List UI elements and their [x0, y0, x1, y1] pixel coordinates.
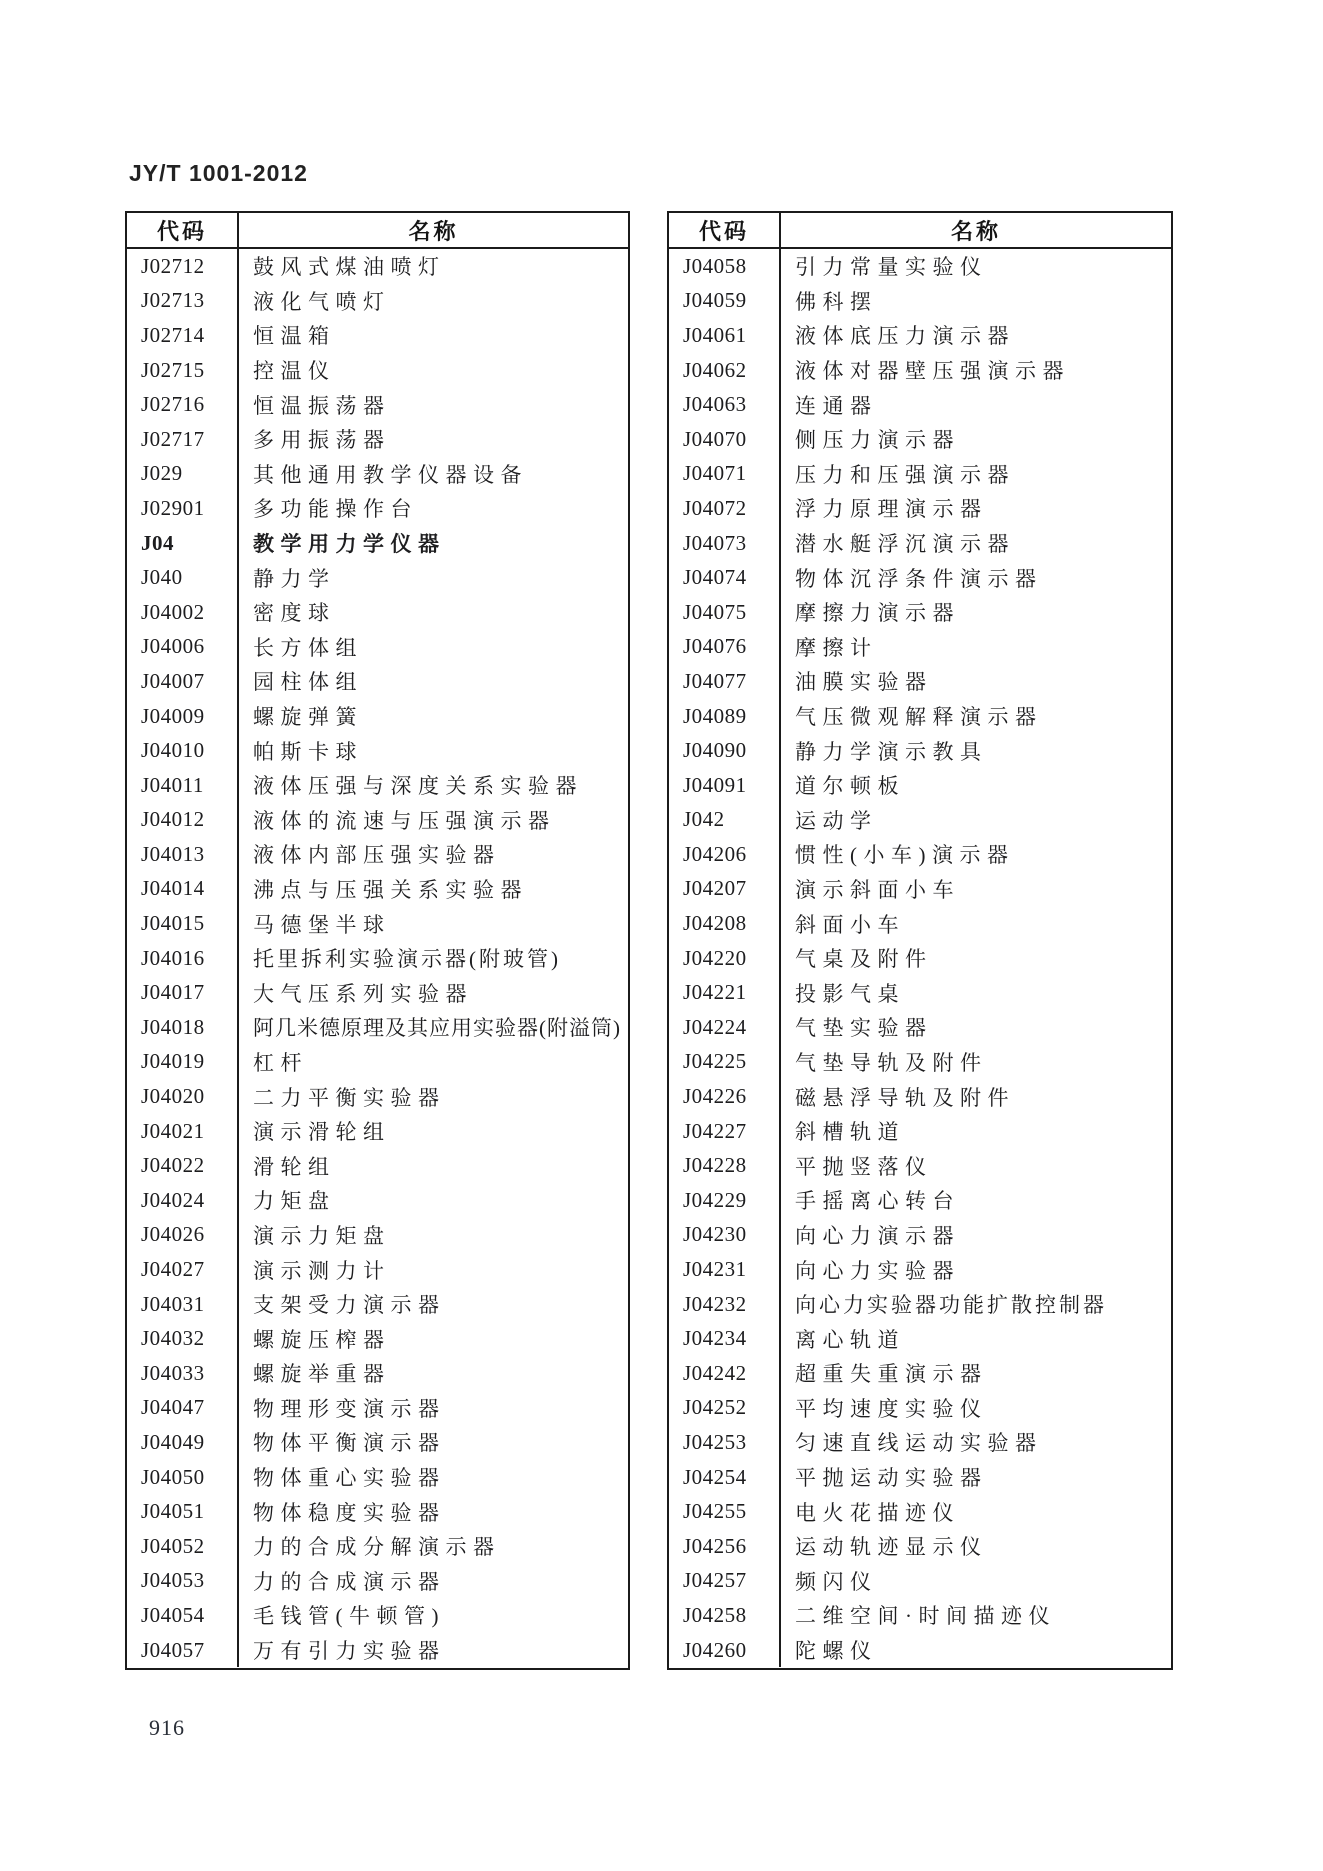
table-row	[669, 630, 1171, 665]
row-name: 杠杆	[253, 1050, 308, 1075]
row-code: J04022	[127, 1148, 239, 1183]
row-code: J04049	[127, 1425, 239, 1460]
row-code: J04011	[127, 768, 239, 803]
table-row	[127, 1045, 628, 1080]
row-name: 二力平衡实验器	[253, 1085, 446, 1110]
row-name: 长方体组	[253, 635, 363, 660]
table-row	[669, 699, 1171, 734]
row-code: J04002	[127, 595, 239, 630]
table-row	[669, 387, 1171, 422]
page-number: 916	[149, 1715, 185, 1740]
row-name: 多功能操作台	[253, 497, 418, 522]
row-code: J04062	[669, 353, 781, 388]
row-name: 力的合成分解演示器	[253, 1535, 501, 1560]
row-name: 匀速直线运动实验器	[795, 1431, 1043, 1456]
row-code: J04253	[669, 1425, 781, 1460]
row-name: 恒温箱	[253, 324, 336, 349]
table-row	[127, 249, 628, 284]
row-code: J04091	[669, 768, 781, 803]
row-name: 物体平衡演示器	[253, 1431, 446, 1456]
row-name: 演示斜面小车	[795, 877, 960, 902]
row-code: J04	[127, 526, 239, 561]
row-name: 力矩盘	[253, 1189, 336, 1214]
row-name: 液体对器壁压强演示器	[795, 359, 1070, 384]
row-name: 斜槽轨道	[795, 1120, 905, 1145]
table-row	[127, 664, 628, 699]
table-row	[127, 941, 628, 976]
table-row	[127, 1460, 628, 1495]
row-name: 毛钱管(牛顿管)	[253, 1604, 445, 1629]
row-name: 物体重心实验器	[253, 1466, 446, 1491]
row-code: J04231	[669, 1252, 781, 1287]
row-name: 陀螺仪	[795, 1639, 878, 1664]
row-name: 惯性(小车)演示器	[795, 843, 1015, 868]
row-name: 液体底压力演示器	[795, 324, 1015, 349]
row-code: J04058	[669, 249, 781, 284]
row-name: 摩擦力演示器	[795, 601, 960, 626]
row-name: 平抛竖落仪	[795, 1154, 933, 1179]
row-code: J04019	[127, 1045, 239, 1080]
row-name: 托里拆利实验演示器(附玻管)	[253, 947, 561, 972]
row-name: 恒温振荡器	[253, 393, 391, 418]
row-name: 螺旋举重器	[253, 1362, 391, 1387]
row-code: J04073	[669, 526, 781, 561]
table-row	[669, 560, 1171, 595]
table-row	[669, 1183, 1171, 1218]
table-row	[127, 1425, 628, 1460]
table-row	[127, 1391, 628, 1426]
row-code: J04072	[669, 491, 781, 526]
row-name: 物理形变演示器	[253, 1396, 446, 1421]
table-row	[127, 422, 628, 457]
row-code: J04234	[669, 1321, 781, 1356]
table-row	[127, 630, 628, 665]
row-name: 演示滑轮组	[253, 1120, 391, 1145]
row-code: J04254	[669, 1460, 781, 1495]
row-code: J02717	[127, 422, 239, 457]
table-row	[669, 249, 1171, 284]
row-name: 运动轨迹显示仪	[795, 1535, 988, 1560]
row-code: J04051	[127, 1494, 239, 1529]
row-code: J04224	[669, 1010, 781, 1045]
table-row	[669, 768, 1171, 803]
table-row	[669, 1114, 1171, 1149]
table-row	[669, 526, 1171, 561]
row-code: J029	[127, 457, 239, 492]
row-code: J02712	[127, 249, 239, 284]
table-row	[127, 1321, 628, 1356]
table-row	[127, 872, 628, 907]
row-name: 磁悬浮导轨及附件	[795, 1085, 1015, 1110]
row-code: J04013	[127, 837, 239, 872]
row-name: 控温仪	[253, 359, 336, 384]
table-row	[127, 1252, 628, 1287]
row-code: J04220	[669, 941, 781, 976]
row-code: J04221	[669, 975, 781, 1010]
row-code: J04228	[669, 1148, 781, 1183]
row-name: 密度球	[253, 601, 336, 626]
table-row	[127, 1564, 628, 1599]
row-code: J04260	[669, 1633, 781, 1668]
row-code: J04070	[669, 422, 781, 457]
table-row	[669, 975, 1171, 1010]
table-row	[127, 526, 628, 561]
row-code: J04063	[669, 387, 781, 422]
table-row	[127, 1079, 628, 1114]
row-code: J04071	[669, 457, 781, 492]
row-code: J04229	[669, 1183, 781, 1218]
row-name: 向心力实验器	[795, 1258, 960, 1283]
row-name: 电火花描迹仪	[795, 1500, 960, 1525]
row-name: 螺旋压榨器	[253, 1327, 391, 1352]
row-code: J04021	[127, 1114, 239, 1149]
table-row	[127, 1010, 628, 1045]
row-code: J04255	[669, 1494, 781, 1529]
row-name: 园柱体组	[253, 670, 363, 695]
table-row	[669, 906, 1171, 941]
table-row	[669, 491, 1171, 526]
row-code: J02715	[127, 353, 239, 388]
row-code: J04090	[669, 733, 781, 768]
table-row	[669, 1287, 1171, 1322]
row-name: 物体稳度实验器	[253, 1500, 446, 1525]
table-row	[127, 1287, 628, 1322]
row-code: J04258	[669, 1598, 781, 1633]
row-code: J04009	[127, 699, 239, 734]
row-code: J04057	[127, 1633, 239, 1668]
table-body	[669, 249, 1171, 1668]
row-name: 物体沉浮条件演示器	[795, 566, 1043, 591]
table-row	[669, 1633, 1171, 1668]
row-name: 气桌及附件	[795, 947, 933, 972]
row-name: 滑轮组	[253, 1154, 336, 1179]
row-code: J042	[669, 803, 781, 838]
row-code: J04014	[127, 872, 239, 907]
row-name: 液化气喷灯	[253, 289, 391, 314]
row-code: J04012	[127, 803, 239, 838]
table-row	[669, 1010, 1171, 1045]
row-name: 静力学演示教具	[795, 739, 988, 764]
row-code: J04256	[669, 1529, 781, 1564]
row-name: 演示测力计	[253, 1258, 391, 1283]
table-row	[127, 1598, 628, 1633]
table-row	[669, 353, 1171, 388]
row-code: J04206	[669, 837, 781, 872]
row-code: J04257	[669, 1564, 781, 1599]
row-code: J04016	[127, 941, 239, 976]
table-row	[127, 837, 628, 872]
row-name: 液体内部压强实验器	[253, 843, 501, 868]
row-code: J04007	[127, 664, 239, 699]
table-row	[127, 1356, 628, 1391]
row-name: 沸点与压强关系实验器	[253, 877, 528, 902]
row-name: 其他通用教学仪器设备	[253, 462, 528, 487]
row-name: 斜面小车	[795, 912, 905, 937]
table-row	[669, 318, 1171, 353]
table-row	[669, 1079, 1171, 1114]
table-row	[127, 284, 628, 319]
row-code: J04075	[669, 595, 781, 630]
row-name: 液体压强与深度关系实验器	[253, 774, 583, 799]
row-code: J04252	[669, 1391, 781, 1426]
row-code: J04061	[669, 318, 781, 353]
row-name: 马德堡半球	[253, 912, 391, 937]
row-name: 支架受力演示器	[253, 1293, 446, 1318]
table-row	[669, 664, 1171, 699]
table-row	[669, 1218, 1171, 1253]
table-row	[127, 1218, 628, 1253]
table-row	[127, 318, 628, 353]
row-name: 大气压系列实验器	[253, 981, 473, 1006]
table-row	[127, 803, 628, 838]
row-name: 连通器	[795, 393, 878, 418]
row-name: 手摇离心转台	[795, 1189, 960, 1214]
row-code: J04020	[127, 1079, 239, 1114]
table-row	[127, 1114, 628, 1149]
row-code: J02901	[127, 491, 239, 526]
row-code: J04225	[669, 1045, 781, 1080]
table-row	[127, 975, 628, 1010]
row-code: J04226	[669, 1079, 781, 1114]
table-row	[127, 1529, 628, 1564]
table-row	[669, 1391, 1171, 1426]
row-code: J04208	[669, 906, 781, 941]
table-row	[669, 1252, 1171, 1287]
header-code: 代码	[127, 213, 239, 247]
table-row	[669, 1494, 1171, 1529]
row-name: 离心轨道	[795, 1327, 905, 1352]
row-name: 运动学	[795, 808, 878, 833]
row-code: J04006	[127, 630, 239, 665]
row-name: 道尔顿板	[795, 774, 905, 799]
table-row	[669, 595, 1171, 630]
row-name: 平均速度实验仪	[795, 1396, 988, 1421]
row-code: J04227	[669, 1114, 781, 1149]
table-header	[669, 213, 1171, 249]
row-name: 压力和压强演示器	[795, 462, 1015, 487]
header-code: 代码	[669, 213, 781, 247]
row-code: J04018	[127, 1010, 239, 1045]
table-row	[669, 1529, 1171, 1564]
row-code: J04052	[127, 1529, 239, 1564]
table-row	[669, 1045, 1171, 1080]
table-row	[127, 560, 628, 595]
table-row	[127, 353, 628, 388]
document-code: JY/T 1001-2012	[129, 160, 308, 186]
row-code: J04242	[669, 1356, 781, 1391]
row-name: 静力学	[253, 566, 336, 591]
table-row	[127, 768, 628, 803]
row-code: J04047	[127, 1391, 239, 1426]
row-code: J04031	[127, 1287, 239, 1322]
table-row	[669, 941, 1171, 976]
table-row	[669, 1321, 1171, 1356]
row-name: 鼓风式煤油喷灯	[253, 255, 446, 280]
table-row	[669, 457, 1171, 492]
row-name: 向心力演示器	[795, 1223, 960, 1248]
row-name: 摩擦计	[795, 635, 878, 660]
row-code: J02716	[127, 387, 239, 422]
row-name: 教学用力学仪器	[253, 532, 446, 557]
table-header	[127, 213, 628, 249]
table-row	[127, 733, 628, 768]
table-row	[127, 699, 628, 734]
code-table-left	[125, 211, 630, 1670]
row-code: J04032	[127, 1321, 239, 1356]
table-row	[127, 906, 628, 941]
table-row	[127, 1494, 628, 1529]
row-code: J04010	[127, 733, 239, 768]
row-code: J04089	[669, 699, 781, 734]
row-code: J04053	[127, 1564, 239, 1599]
table-row	[127, 491, 628, 526]
table-body	[127, 249, 628, 1668]
row-code: J04054	[127, 1598, 239, 1633]
row-code: J040	[127, 560, 239, 595]
row-code: J04230	[669, 1218, 781, 1253]
row-code: J04074	[669, 560, 781, 595]
row-name: 帕斯卡球	[253, 739, 363, 764]
table-row	[669, 1564, 1171, 1599]
row-name: 平抛运动实验器	[795, 1466, 988, 1491]
row-code: J02713	[127, 284, 239, 319]
header-name: 名称	[950, 218, 1001, 244]
row-name: 演示力矩盘	[253, 1223, 391, 1248]
row-name: 气垫导轨及附件	[795, 1050, 988, 1075]
table-row	[669, 733, 1171, 768]
table-row	[669, 872, 1171, 907]
row-code: J04015	[127, 906, 239, 941]
row-code: J04050	[127, 1460, 239, 1495]
table-row	[127, 387, 628, 422]
row-name: 阿几米德原理及其应用实验器(附溢筒)	[253, 1016, 621, 1041]
row-name: 超重失重演示器	[795, 1362, 988, 1387]
row-name: 浮力原理演示器	[795, 497, 988, 522]
row-name: 向心力实验器功能扩散控制器	[795, 1293, 1107, 1318]
row-name: 多用振荡器	[253, 428, 391, 453]
row-code: J04076	[669, 630, 781, 665]
row-code: J04207	[669, 872, 781, 907]
row-code: J04033	[127, 1356, 239, 1391]
row-name: 气垫实验器	[795, 1016, 933, 1041]
row-name: 侧压力演示器	[795, 428, 960, 453]
table-row	[669, 1425, 1171, 1460]
table-row	[669, 284, 1171, 319]
row-code: J02714	[127, 318, 239, 353]
row-code: J04232	[669, 1287, 781, 1322]
table-row	[669, 1460, 1171, 1495]
table-row	[669, 1356, 1171, 1391]
table-row	[669, 1598, 1171, 1633]
row-name: 油膜实验器	[795, 670, 933, 695]
row-name: 投影气桌	[795, 981, 905, 1006]
row-code: J04059	[669, 284, 781, 319]
row-code: J04017	[127, 975, 239, 1010]
row-name: 万有引力实验器	[253, 1639, 446, 1664]
table-row	[127, 1183, 628, 1218]
table-row	[669, 837, 1171, 872]
row-code: J04077	[669, 664, 781, 699]
row-name: 液体的流速与压强演示器	[253, 808, 556, 833]
table-row	[127, 595, 628, 630]
row-name: 频闪仪	[795, 1569, 878, 1594]
row-name: 二维空间·时间描迹仪	[795, 1604, 1056, 1629]
row-name: 潜水艇浮沉演示器	[795, 532, 1015, 557]
row-code: J04027	[127, 1252, 239, 1287]
row-name: 佛科摆	[795, 289, 878, 314]
table-row	[127, 457, 628, 492]
row-code: J04024	[127, 1183, 239, 1218]
table-row	[127, 1633, 628, 1668]
row-name: 引力常量实验仪	[795, 255, 988, 280]
table-row	[669, 803, 1171, 838]
row-name: 力的合成演示器	[253, 1569, 446, 1594]
code-table-right	[667, 211, 1173, 1670]
row-name: 气压微观解释演示器	[795, 705, 1043, 730]
table-row	[669, 1148, 1171, 1183]
row-code: J04026	[127, 1218, 239, 1253]
table-row	[669, 422, 1171, 457]
header-name: 名称	[408, 218, 459, 244]
table-row	[127, 1148, 628, 1183]
row-name: 螺旋弹簧	[253, 705, 363, 730]
